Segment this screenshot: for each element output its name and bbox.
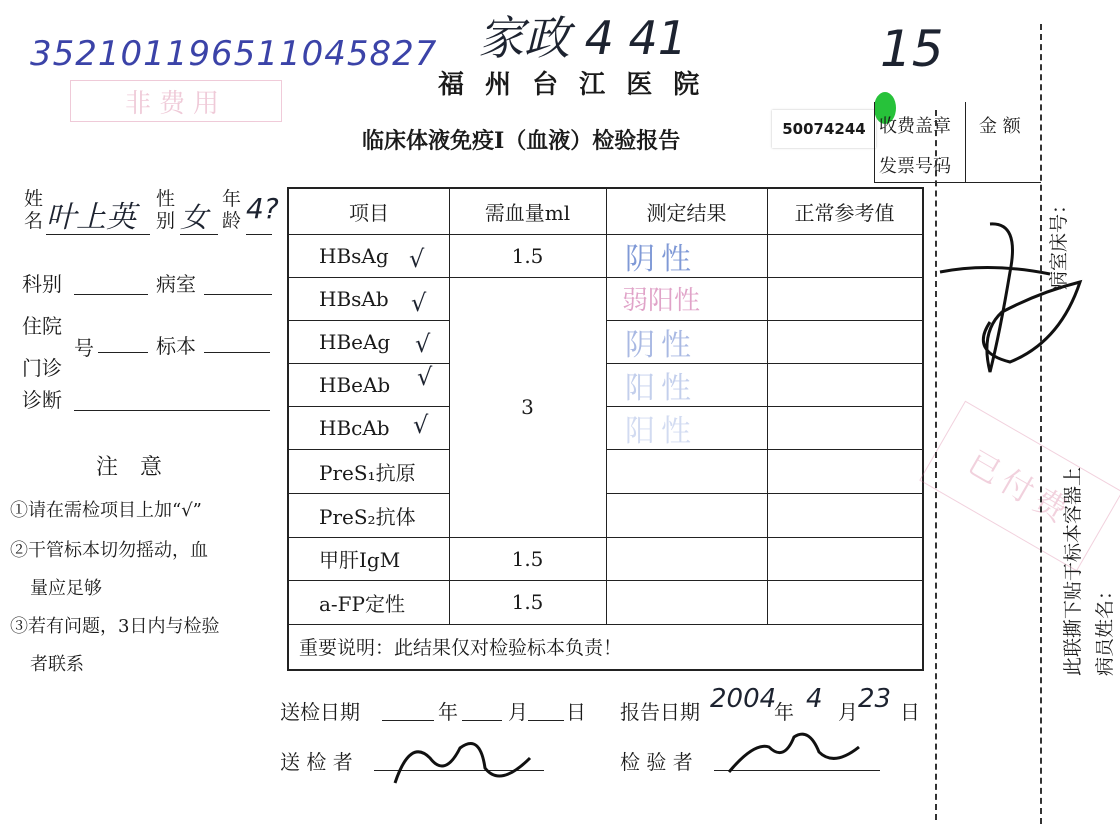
volume-hav-igm: 1.5 (511, 546, 544, 571)
result-hbeag: 阴性 (625, 327, 697, 363)
row-item-hbeag: HBeAg (319, 329, 391, 354)
ward-line (204, 294, 272, 295)
report-day-label: 日 (900, 700, 920, 724)
fee-box (874, 102, 1041, 183)
submit-year-label: 年 (438, 700, 458, 724)
fee-box-divider (965, 102, 966, 182)
submitter-signature (390, 728, 540, 798)
dept-label: 科别 (22, 272, 62, 296)
dept-line (74, 294, 148, 295)
result-hbsag: 阴性 (625, 241, 697, 277)
inpatient-label: 住院 (22, 314, 62, 338)
fee-amount-label: 金 额 (979, 116, 1021, 137)
notice-item-1: ①请在需检项目上加“√” (10, 500, 202, 521)
tear-line (935, 110, 937, 820)
report-date-label: 报告日期 (620, 700, 700, 724)
report-title: 临床体液免疫I（血液）检验报告 (362, 128, 681, 154)
outpatient-label: 门诊 (22, 356, 62, 380)
sex-value: 女 (180, 201, 209, 234)
age-value: 4? (246, 192, 279, 225)
volume-merged: 3 (521, 395, 534, 419)
row-item-pres1: PreS₁抗原 (319, 460, 416, 485)
submit-year-line (382, 720, 434, 721)
submitter-label: 送 检 者 (280, 750, 353, 774)
notice-item-3-cont: 者联系 (30, 654, 84, 675)
report-year-label: 年 (774, 700, 794, 724)
important-note: 重要说明：此结果仅对检验标本负责！ (299, 637, 623, 659)
diagnosis-line (74, 410, 270, 411)
age-label: 年龄 (222, 188, 242, 232)
top-scrawl-handwriting: 家政 4 41 (478, 11, 688, 65)
header-result: 测定结果 (646, 201, 727, 225)
fee-invoice-label: 发票号码 (879, 156, 951, 177)
tear-line-right (1040, 24, 1042, 824)
ward-label: 病室 (156, 272, 196, 296)
sex-label: 性别 (156, 188, 176, 232)
row-item-hbsab: HBsAb (319, 286, 389, 311)
volume-hbsag: 1.5 (511, 243, 544, 268)
row-item-afp: a-FP定性 (319, 591, 406, 616)
result-hbcab: 阳性 (625, 413, 697, 449)
check-mark-hbeab: √ (417, 363, 433, 391)
header-volume: 需血量ml (484, 201, 571, 225)
row-item-hav-igm: 甲肝IgM (319, 548, 401, 572)
check-mark-hbeag: √ (415, 330, 431, 358)
row-item-pres2: PreS₂抗体 (319, 504, 416, 529)
submit-date-label: 送检日期 (280, 700, 360, 724)
check-mark-hbsab: √ (411, 289, 427, 317)
specimen-label: 标本 (156, 334, 196, 358)
result-hbsab: 弱阳性 (621, 286, 700, 316)
right-signature-scribble (930, 212, 1120, 402)
header-reference: 正常参考值 (794, 201, 895, 225)
age-line (246, 234, 272, 235)
report-month-label: 月 (838, 700, 858, 724)
name-line (46, 234, 150, 235)
left-stamp: 非费用 (70, 80, 282, 122)
notice-item-2: ②干管标本切勿摇动，血 (10, 540, 208, 561)
diagnosis-label: 诊断 (22, 388, 62, 412)
submit-day-label: 日 (566, 700, 586, 724)
number-line (98, 352, 148, 353)
lab-results-table (287, 187, 924, 671)
report-year-value: 2004 (710, 684, 777, 714)
hospital-name: 福 州 台 江 医 院 (438, 70, 706, 100)
notice-title: 注 意 (96, 455, 163, 480)
bed-number-label: 病室床号： (1048, 194, 1070, 290)
result-hbeab: 阳性 (625, 370, 697, 406)
sex-line (180, 234, 218, 235)
row-item-hbeab: HBeAb (319, 372, 391, 397)
fee-stamp-label: 收费盖章 (879, 116, 951, 137)
specimen-line (204, 352, 270, 353)
report-month-value: 4 (806, 684, 823, 714)
volume-afp: 1.5 (511, 590, 544, 614)
notice-item-3: ③若有问题，3日内与检验 (10, 616, 220, 637)
name-value: 叶上英 (46, 200, 136, 235)
submit-month-label: 月 (508, 700, 528, 724)
check-mark-hbcab: √ (413, 411, 429, 439)
name-label: 姓名 (24, 188, 44, 232)
check-mark-hbsag: √ (409, 245, 425, 273)
notice-item-2-cont: 量应足够 (30, 578, 102, 599)
number-label: 号 (74, 336, 94, 360)
invoice-number-sticker: 50074244 (772, 110, 876, 148)
id-number-handwriting: 352101196511045827 (30, 34, 438, 74)
row-line-6b (606, 493, 922, 494)
inspector-signature (724, 722, 864, 782)
row-item-hbcab: HBcAb (319, 415, 390, 440)
submit-day-line (528, 720, 564, 721)
report-day-value: 23 (858, 684, 892, 714)
submit-month-line (462, 720, 502, 721)
top-number-handwriting: 15 (880, 20, 944, 78)
row-item-hbsag: HBsAg (319, 243, 389, 268)
tear-instruction: 此联撕下贴于标本容器上 (1062, 466, 1084, 676)
patient-name-side-label: 病员姓名： (1094, 580, 1116, 676)
right-stamp: 已付费 (919, 401, 1120, 572)
inspector-label: 检 验 者 (620, 750, 693, 774)
header-item: 项目 (349, 201, 389, 225)
